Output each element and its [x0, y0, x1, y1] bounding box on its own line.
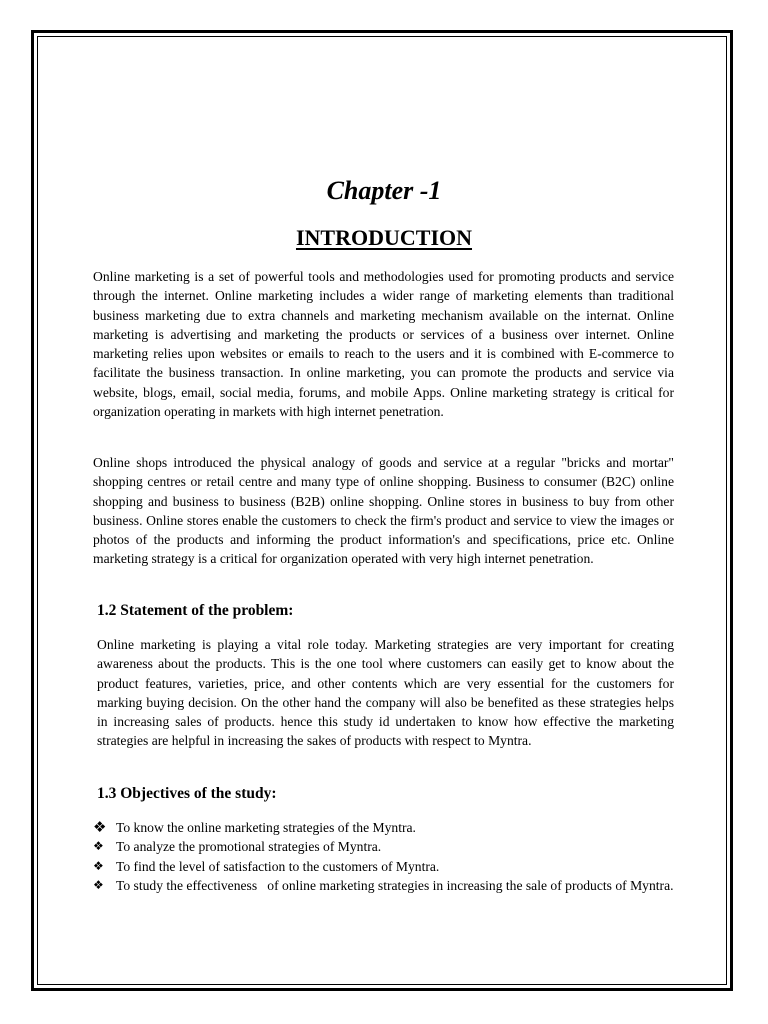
list-item	[93, 837, 674, 856]
objectives-heading: 1.3 Objectives of the study:	[97, 785, 277, 802]
list-item	[93, 876, 674, 895]
diamond-bullet-icon: ❖	[93, 858, 104, 873]
list-item	[93, 857, 674, 876]
objective-text: To find the level of satisfaction to the customers of Myntra.	[116, 858, 440, 874]
intro-paragraph-1: Online marketing is a set of powerful tools and methodologies used for promoting products and service through the internet. Online marketing includes a wider range of marketing elements than traditional business marketing due to extra channels and marketing mechanism available on the internat. Online marketing is advertising and marketing the products or services of a business over internet. Online marketing relies upon websites or emails to reach to the users and it is combined with E-commerce to facilitate the business transaction. In online marketing, you can promote the products and service via website, blogs, email, social media, forums, and mobile Apps. Online marketing strategy is critical for organization operating in markets with high internet penetration.	[93, 269, 674, 420]
problem-statement-heading: 1.2 Statement of the problem:	[97, 602, 294, 619]
list-item	[93, 818, 674, 837]
diamond-bullet-icon: ❖	[93, 839, 104, 854]
objective-text: To analyze the promotional strategies of Myntra.	[116, 839, 382, 855]
objective-text: To study the effectiveness of online marketing strategies in increasing the sale of products of Myntra.	[116, 877, 674, 893]
diamond-bullet-icon: ❖	[93, 877, 104, 892]
problem-statement-paragraph: Online marketing is playing a vital role today. Marketing strategies are very important for creating awareness about the products. This is the one tool where customers can easily get to know about the product features, varieties, price, and other contents which are very essential for the customers for marking buying decision. On the other hand the company will also be benefited as these strategies helps in increasing sales of products. hence this study id undertaken to know how effective the marketing strategies are helpful in increasing the sakes of products with respect to Myntra.	[97, 637, 674, 749]
objectives-list	[93, 818, 674, 895]
intro-paragraph-2: Online shops introduced the physical analogy of goods and service at a regular "bricks and mortar" shopping centres or retail centre and many type of online shopping. Business to consumer (B2C) online shopping and business to business (B2B) online shopping. Online stores in business to buy from other business. Online stores enable the customers to check the firm's product and service to view the images or photos of the products and informing the product information's and specifications, price etc. Online marketing strategy is a critical for organization operated with very high internet penetration.	[93, 455, 674, 567]
chapter-title: Chapter -1	[326, 176, 442, 205]
objective-text: To know the online marketing strategies of the Myntra.	[116, 820, 416, 835]
section-title: INTRODUCTION	[295, 225, 473, 250]
diamond-bullet-icon: ❖	[93, 818, 107, 836]
